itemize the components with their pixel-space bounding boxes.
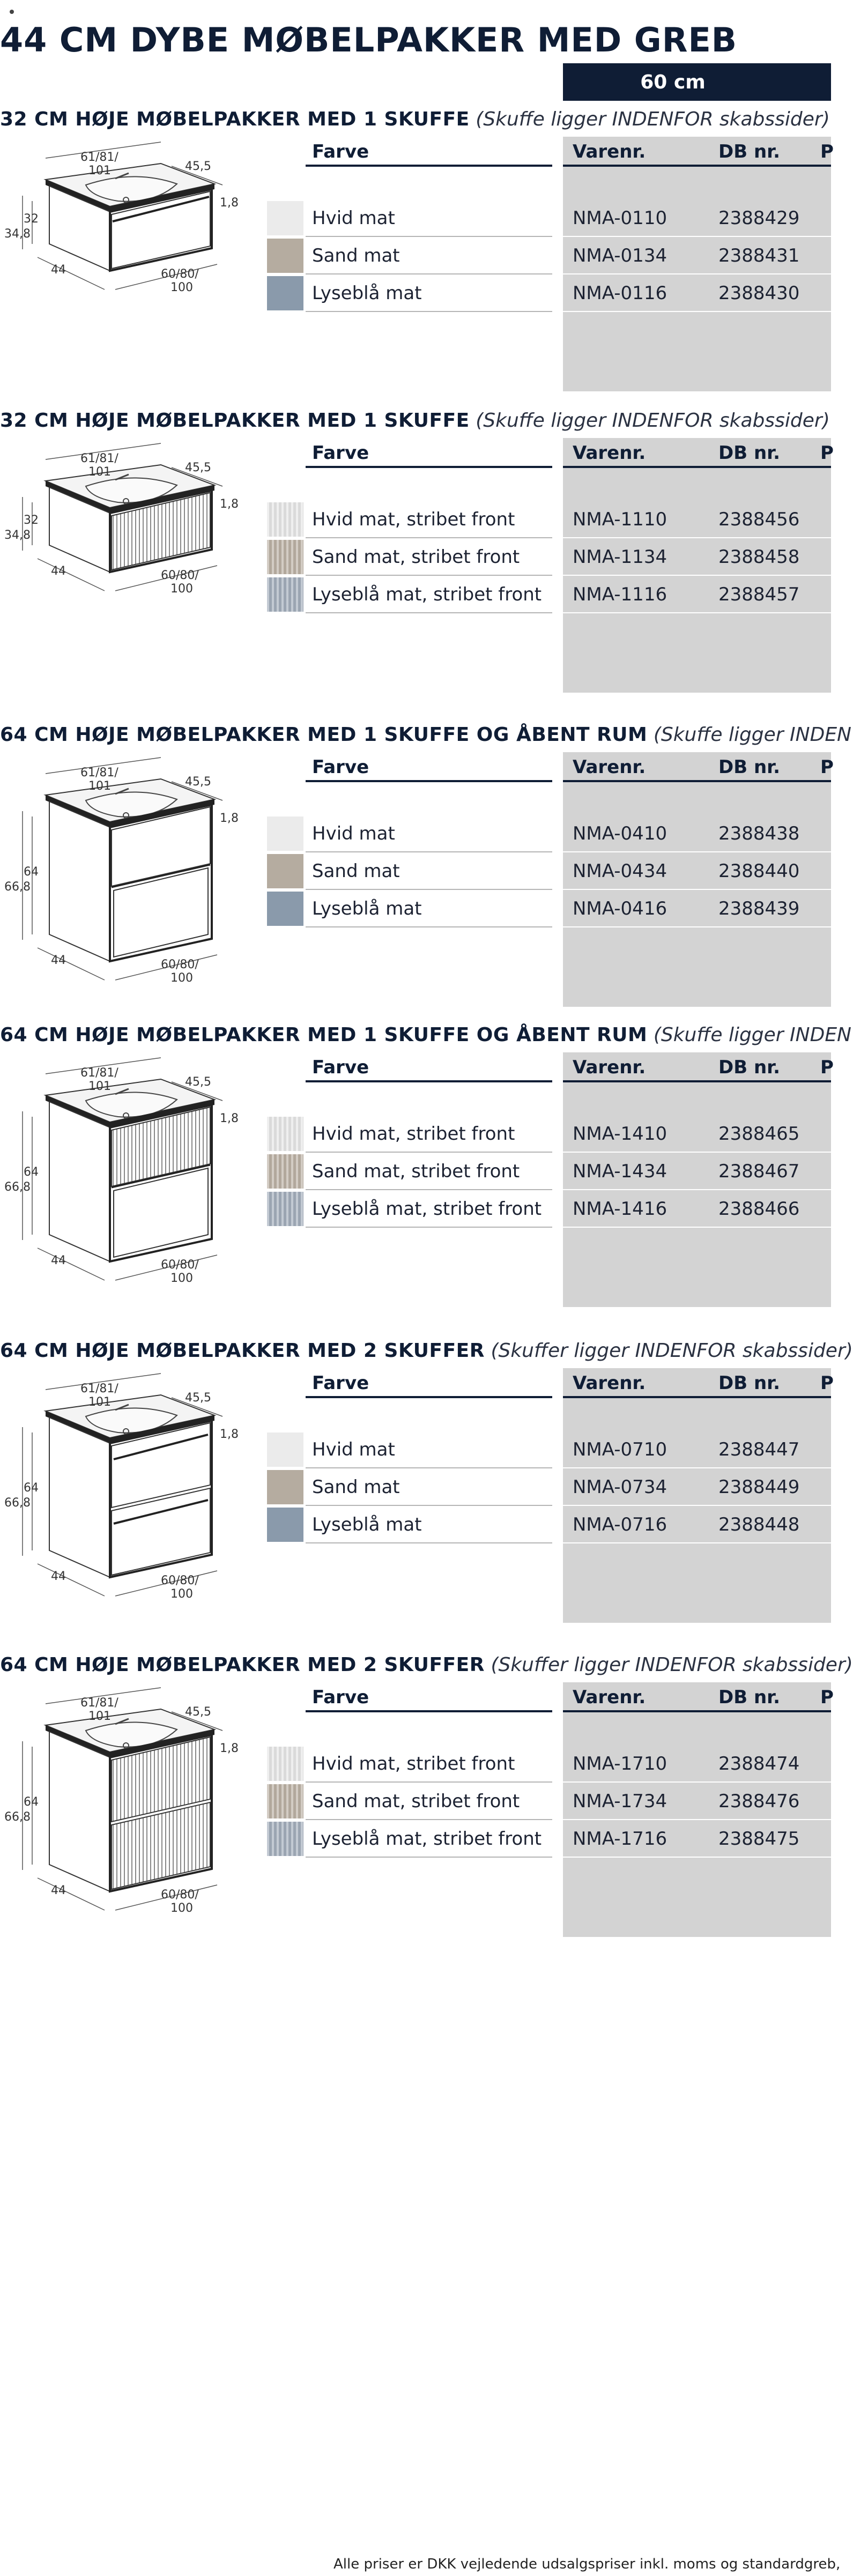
dbnr-value: 2388438	[718, 823, 800, 844]
color-name: Sand mat, stribet front	[306, 1783, 552, 1820]
dimension-label: 100	[170, 1902, 193, 1915]
section-title: 64 CM HØJE MØBELPAKKER MED 2 SKUFFER	[0, 1654, 485, 1676]
dbnr-value: 2388440	[718, 860, 800, 882]
varenr-value: NMA-0734	[573, 1476, 667, 1498]
column-header-price: P	[820, 1687, 834, 1708]
spec-cells	[563, 1431, 831, 1468]
column-header-varenr: Varenr.	[573, 756, 646, 778]
product-section	[0, 1339, 853, 1628]
color-swatch	[267, 1432, 303, 1467]
section-title: 32 CM HØJE MØBELPAKKER MED 1 SKUFFE	[0, 108, 470, 130]
table-row	[0, 852, 831, 890]
table-row	[0, 1745, 831, 1783]
product-section	[0, 107, 834, 397]
dimension-label: 66,8	[4, 880, 31, 894]
color-swatch	[267, 816, 303, 851]
corner-dot-icon	[10, 10, 14, 14]
section-heading	[0, 107, 830, 132]
varenr-value: NMA-0134	[573, 245, 667, 266]
column-header-price: P	[820, 1057, 834, 1078]
column-header-price: P	[820, 442, 834, 464]
dimension-label: 64	[24, 1795, 39, 1809]
table-row	[0, 1431, 831, 1468]
color-name: Hvid mat, stribet front	[306, 1745, 552, 1783]
footer-note: Alle priser er DKK vejledende udsalgspriser inkl. moms og standardgreb,	[333, 2556, 841, 2572]
dimension-label: 1,8	[220, 498, 239, 511]
color-swatch	[267, 1154, 303, 1189]
table-row	[0, 1820, 831, 1858]
dimension-label: 64	[24, 1481, 39, 1495]
varenr-value: NMA-0434	[573, 860, 667, 882]
color-swatch	[267, 276, 303, 310]
color-name: Lyseblå mat, stribet front	[306, 1190, 552, 1228]
table-row	[0, 1190, 831, 1228]
dimension-label: 100	[170, 971, 193, 985]
spec-cells	[563, 1468, 831, 1506]
color-swatch	[267, 1822, 303, 1856]
column-header-dbnr: DB nr.	[718, 1372, 781, 1394]
color-swatch	[267, 1117, 303, 1151]
dimension-label: 61/81/	[80, 1382, 118, 1395]
color-name: Lyseblå mat	[306, 274, 552, 312]
column-header-group	[563, 438, 834, 468]
table-row	[0, 1468, 831, 1506]
column-header-varenr: Varenr.	[573, 141, 646, 162]
dimension-label: 45,5	[185, 1075, 211, 1089]
dbnr-value: 2388439	[718, 898, 800, 919]
dimension-label: 100	[170, 1587, 193, 1601]
color-swatch	[267, 577, 303, 612]
product-section	[0, 1023, 851, 1312]
section-note: (Skuffe ligger INDENFOR skabssider)	[476, 108, 830, 130]
dbnr-value: 2388465	[718, 1123, 800, 1145]
spec-cells	[563, 1190, 831, 1228]
page-title: 44 CM DYBE MØBELPAKKER MED GREB	[0, 20, 738, 60]
spec-cells	[563, 1506, 831, 1543]
spec-cells	[563, 538, 831, 576]
color-name: Sand mat, stribet front	[306, 1153, 552, 1190]
color-name: Lyseblå mat, stribet front	[306, 576, 552, 613]
dbnr-value: 2388448	[718, 1514, 800, 1535]
dimension-label: 101	[88, 1395, 111, 1409]
color-name: Sand mat, stribet front	[306, 538, 552, 576]
section-heading	[0, 723, 851, 747]
dimension-label: 60/80/	[161, 268, 199, 281]
column-header-price: P	[820, 1372, 834, 1394]
table-row	[0, 576, 831, 613]
section-heading	[0, 409, 830, 433]
dbnr-value: 2388449	[718, 1476, 800, 1498]
color-swatch	[267, 540, 303, 574]
dbnr-value: 2388458	[718, 546, 800, 568]
section-title: 32 CM HØJE MØBELPAKKER MED 1 SKUFFE	[0, 410, 470, 432]
color-swatch	[267, 1747, 303, 1781]
table-row	[0, 501, 831, 538]
column-header-dbnr: DB nr.	[718, 1057, 781, 1078]
color-name: Lyseblå mat	[306, 1506, 552, 1543]
dimension-label: 61/81/	[80, 151, 118, 164]
dimension-label: 101	[88, 465, 111, 479]
column-header-dbnr: DB nr.	[718, 141, 781, 162]
varenr-value: NMA-1734	[573, 1791, 667, 1812]
color-name: Hvid mat	[306, 1431, 552, 1468]
column-header-farve: Farve	[306, 752, 552, 782]
column-header-dbnr: DB nr.	[718, 756, 781, 778]
color-swatch	[267, 201, 303, 235]
column-header-dbnr: DB nr.	[718, 442, 781, 464]
product-section	[0, 723, 851, 1012]
color-swatch	[267, 1470, 303, 1504]
spec-cells	[563, 815, 831, 852]
varenr-value: NMA-0116	[573, 283, 667, 304]
dimension-label: 44	[51, 1570, 66, 1583]
dbnr-value: 2388431	[718, 245, 800, 266]
dbnr-value: 2388447	[718, 1439, 800, 1460]
color-name: Lyseblå mat	[306, 890, 552, 927]
column-header-group	[563, 137, 834, 167]
spec-cells	[563, 199, 831, 237]
table-row	[0, 274, 831, 312]
column-header-varenr: Varenr.	[573, 1057, 646, 1078]
column-header-farve: Farve	[306, 1368, 552, 1398]
spec-cells	[563, 274, 831, 312]
varenr-value: NMA-0416	[573, 898, 667, 919]
dimension-label: 60/80/	[161, 569, 199, 582]
dimension-label: 60/80/	[161, 958, 199, 971]
color-swatch	[267, 854, 303, 888]
color-name: Hvid mat, stribet front	[306, 1115, 552, 1153]
table-row	[0, 1115, 831, 1153]
column-header-price: P	[820, 756, 834, 778]
color-swatch	[267, 239, 303, 273]
table-row	[0, 538, 831, 576]
varenr-value: NMA-0716	[573, 1514, 667, 1535]
color-swatch	[267, 1192, 303, 1226]
spec-cells	[563, 1745, 831, 1783]
spec-cells	[563, 1153, 831, 1190]
table-row	[0, 1506, 831, 1543]
dimension-label: 61/81/	[80, 1696, 118, 1710]
dimension-label: 100	[170, 281, 193, 294]
dimension-label: 45,5	[185, 1391, 211, 1405]
dimension-label: 60/80/	[161, 1574, 199, 1587]
table-row	[0, 815, 831, 852]
dimension-label: 32	[24, 514, 39, 527]
dimension-label: 66,8	[4, 1181, 31, 1194]
section-note: (Skuffer ligger INDENFOR skabssider)	[491, 1654, 853, 1676]
column-header-farve: Farve	[306, 1052, 552, 1082]
color-swatch	[267, 1784, 303, 1818]
dbnr-value: 2388429	[718, 207, 800, 229]
varenr-value: NMA-1710	[573, 1753, 667, 1775]
column-header-group	[563, 1682, 834, 1712]
dimension-label: 44	[51, 1254, 66, 1267]
column-header-farve: Farve	[306, 137, 552, 167]
dimension-label: 45,5	[185, 775, 211, 789]
varenr-value: NMA-0410	[573, 823, 667, 844]
section-note: (Skuffe ligger INDEN	[653, 1024, 851, 1046]
dimension-label: 1,8	[220, 812, 239, 825]
dimension-label: 101	[88, 1710, 111, 1723]
dimension-label: 44	[51, 565, 66, 578]
dimension-label: 61/81/	[80, 452, 118, 465]
dbnr-value: 2388475	[718, 1828, 800, 1850]
column-header-group	[563, 1052, 834, 1082]
dbnr-value: 2388456	[718, 509, 800, 530]
column-header-varenr: Varenr.	[573, 442, 646, 464]
varenr-value: NMA-0110	[573, 207, 667, 229]
section-title: 64 CM HØJE MØBELPAKKER MED 1 SKUFFE OG ÅBENT RUM	[0, 1024, 648, 1046]
varenr-value: NMA-1110	[573, 509, 667, 530]
dimension-label: 1,8	[220, 1428, 239, 1441]
dbnr-value: 2388467	[718, 1161, 800, 1182]
dimension-label: 101	[88, 780, 111, 793]
spec-cells	[563, 1783, 831, 1820]
color-name: Hvid mat, stribet front	[306, 501, 552, 538]
section-note: (Skuffe ligger INDENFOR skabssider)	[476, 410, 830, 432]
dimension-label: 60/80/	[161, 1258, 199, 1272]
spec-cells	[563, 501, 831, 538]
varenr-value: NMA-1134	[573, 546, 667, 568]
spec-cells	[563, 890, 831, 927]
dbnr-value: 2388457	[718, 584, 800, 605]
dimension-label: 1,8	[220, 1742, 239, 1755]
dbnr-value: 2388476	[718, 1791, 800, 1812]
color-name: Sand mat	[306, 1468, 552, 1506]
section-title: 64 CM HØJE MØBELPAKKER MED 1 SKUFFE OG ÅBENT RUM	[0, 724, 648, 746]
dimension-label: 60/80/	[161, 1888, 199, 1902]
spec-cells	[563, 237, 831, 274]
column-header-dbnr: DB nr.	[718, 1687, 781, 1708]
table-row	[0, 199, 831, 237]
dimension-label: 64	[24, 1165, 39, 1179]
column-header-farve: Farve	[306, 438, 552, 468]
dimension-label: 101	[88, 1080, 111, 1093]
dimension-label: 100	[170, 582, 193, 596]
product-section	[0, 1653, 853, 1942]
section-heading	[0, 1023, 851, 1048]
dbnr-value: 2388430	[718, 283, 800, 304]
spec-cells	[563, 1820, 831, 1858]
dimension-label: 101	[88, 164, 111, 177]
dimension-label: 44	[51, 1884, 66, 1897]
color-name: Sand mat	[306, 237, 552, 274]
color-name: Hvid mat	[306, 199, 552, 237]
varenr-value: NMA-1434	[573, 1161, 667, 1182]
section-note: (Skuffer ligger INDENFOR skabssider)	[491, 1340, 853, 1362]
color-swatch	[267, 502, 303, 537]
column-header-price: P	[820, 141, 834, 162]
color-name: Hvid mat	[306, 815, 552, 852]
varenr-value: NMA-1410	[573, 1123, 667, 1145]
dimension-label: 66,8	[4, 1496, 31, 1510]
spec-cells	[563, 576, 831, 613]
spec-cells	[563, 852, 831, 890]
table-row	[0, 890, 831, 927]
color-swatch	[267, 1508, 303, 1542]
dimension-label: 64	[24, 865, 39, 879]
column-header-varenr: Varenr.	[573, 1372, 646, 1394]
column-header-group	[563, 1368, 834, 1398]
dimension-label: 61/81/	[80, 766, 118, 780]
varenr-value: NMA-1116	[573, 584, 667, 605]
dimension-label: 45,5	[185, 1705, 211, 1719]
dbnr-value: 2388474	[718, 1753, 800, 1775]
section-heading	[0, 1339, 853, 1363]
table-row	[0, 1783, 831, 1820]
dimension-label: 66,8	[4, 1810, 31, 1824]
color-name: Sand mat	[306, 852, 552, 890]
dimension-label: 1,8	[220, 1112, 239, 1125]
table-row	[0, 237, 831, 274]
dimension-label: 34,8	[4, 529, 31, 542]
dimension-label: 32	[24, 212, 39, 226]
product-section	[0, 409, 834, 698]
section-note: (Skuffe ligger INDEN	[653, 724, 851, 746]
section-heading	[0, 1653, 853, 1677]
column-header-farve: Farve	[306, 1682, 552, 1712]
dimension-label: 61/81/	[80, 1066, 118, 1080]
varenr-value: NMA-1416	[573, 1198, 667, 1220]
spec-cells	[563, 1115, 831, 1153]
dimension-label: 45,5	[185, 160, 211, 173]
dimension-label: 44	[51, 954, 66, 967]
varenr-value: NMA-0710	[573, 1439, 667, 1460]
dimension-label: 1,8	[220, 196, 239, 210]
column-header-group	[563, 752, 834, 782]
section-title: 64 CM HØJE MØBELPAKKER MED 2 SKUFFER	[0, 1340, 485, 1362]
table-row	[0, 1153, 831, 1190]
color-swatch	[267, 892, 303, 926]
varenr-value: NMA-1716	[573, 1828, 667, 1850]
column-header-varenr: Varenr.	[573, 1687, 646, 1708]
color-name: Lyseblå mat, stribet front	[306, 1820, 552, 1858]
dbnr-value: 2388466	[718, 1198, 800, 1220]
dimension-label: 34,8	[4, 227, 31, 241]
dimension-label: 100	[170, 1272, 193, 1285]
dimension-label: 44	[51, 263, 66, 277]
size-tab: 60 cm	[563, 63, 831, 101]
dimension-label: 45,5	[185, 461, 211, 474]
